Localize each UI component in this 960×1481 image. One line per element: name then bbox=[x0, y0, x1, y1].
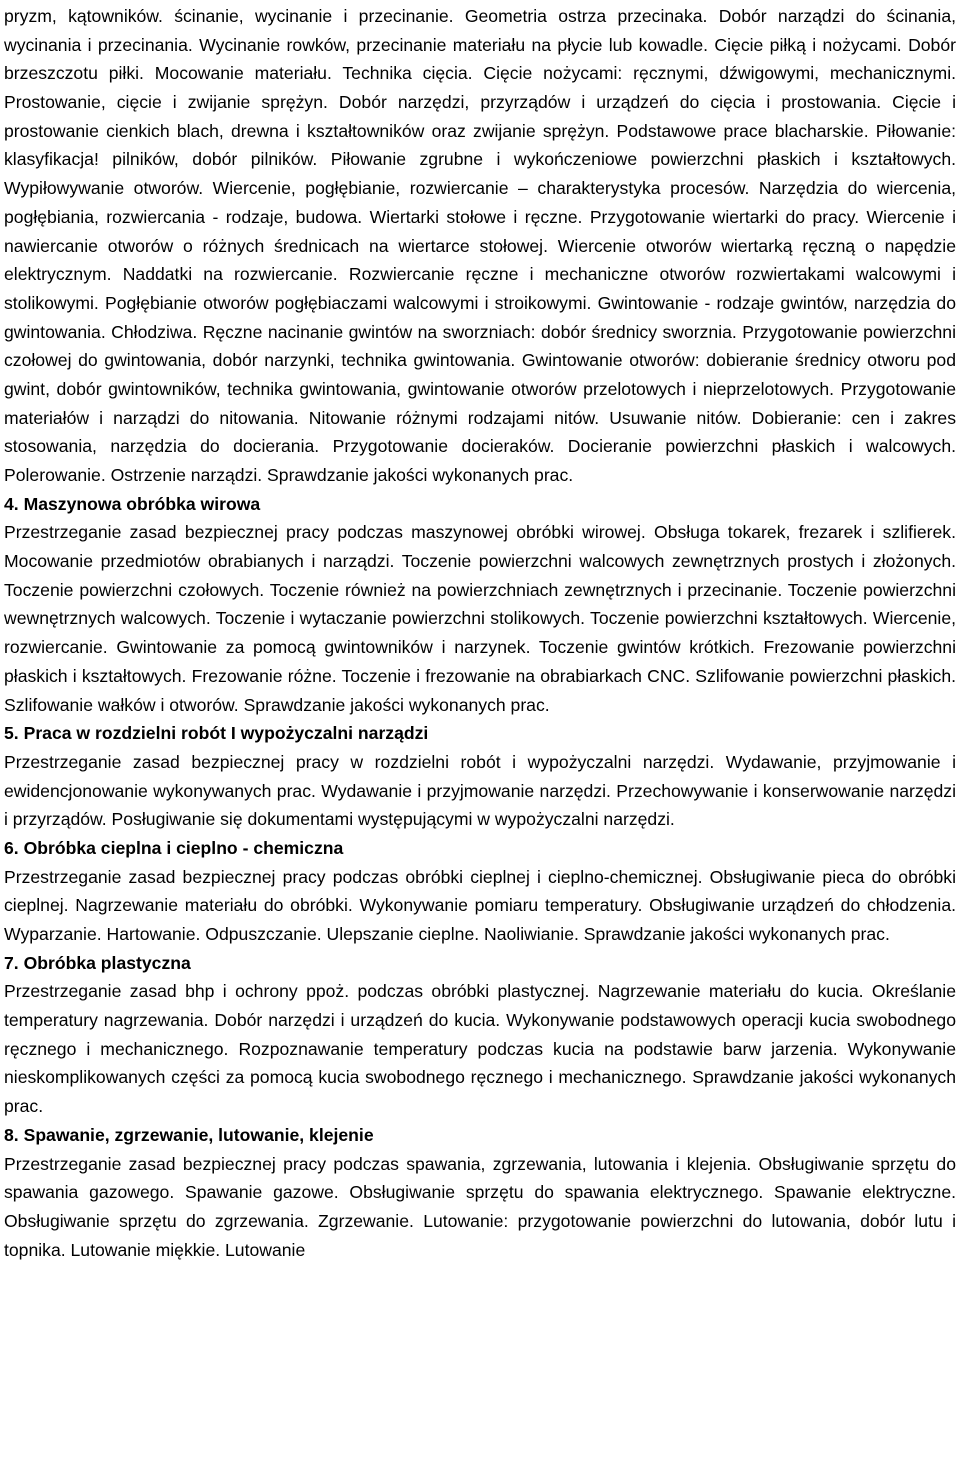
section-body-4: Przestrzeganie zasad bezpiecznej pracy podczas maszynowej obróbki wirowej. Obsługa tokarek, frezarek i szlifierek. Mocowanie przedmiotów obrabianych i narządzi. Toczenie powierzchni walcowych zewnętrznych prostych i złożonych. Toczenie powierzchni czołowych. Toczenie również na powierzchniach zewnętrznych i przecinanie. Toczenie powierzchni wewnętrznych walcowych. Toczenie i wytaczanie powierzchni stolikowych. Toczenie powierzchni kształtowych. Wiercenie, rozwiercanie. Gwintowanie za pomocą gwintowników i narzynek. Toczenie gwintów krótkich. Frezowanie powierzchni płaskich i kształtowych. Frezowanie różne. Toczenie i frezowanie na obrabiarkach CNC. Szlifowanie powierzchni płaskich. Szlifowanie wałków i otworów. Sprawdzanie jakości wykonanych prac. bbox=[4, 522, 956, 715]
section-body-7: Przestrzeganie zasad bhp i ochrony ppoż. podczas obróbki plastycznej. Nagrzewanie materiału do kucia. Określanie temperatury nagrzewania. Dobór narzędzi i urządzeń do kucia. Wykonywanie podstawowych operacji kucia swobodnego ręcznego i mechanicznego. Rozpoznawanie temperatury podczas kucia na podstawie barw jarzenia. Wykonywanie nieskomplikowanych części za pomocą kucia swobodnego ręcznego i mechanicznego. Sprawdzanie jakości wykonanych prac. bbox=[4, 981, 956, 1117]
section-heading-5 bbox=[4, 719, 956, 748]
section-number: 6. bbox=[4, 837, 19, 858]
intro-paragraph: pryzm, kątowników. ścinanie, wycinanie i przecinanie. Geometria ostrza przecinaka. Dobór narządzi do ścinania, wycinania i przecinania. Wycinanie rowków, przecinanie materiału na płycie lub kowadle. Cięcie piłką i nożycami. Dobór brzeszczotu piłki. Mocowanie materiału. Technika cięcia. Cięcie nożycami: ręcznymi, dźwigowymi, mechanicznymi. Prostowanie, cięcie i zwijanie sprężyn. Dobór narzędzi, przyrządów i urządzeń do cięcia i prostowania. Cięcie i prostowanie cienkich blach, drewna i kształtowników oraz zwijanie sprężyn. Podstawowe prace blacharskie. Piłowanie: klasyfikacja! pilników, dobór pilników. Piłowanie zgrubne i wykończeniowe powierzchni płaskich i kształtowych. Wypiłowywanie otworów. Wiercenie, pogłębianie, rozwiercanie – charakterystyka procesów. Narzędzia do wiercenia, pogłębiania, rozwiercania - rodzaje, budowa. Wiertarki stołowe i ręczne. Przygotowanie wiertarki do pracy. Wiercenie i nawiercanie otworów o różnych średnicach na wiertarce stołowej. Wiercenie otworów wiertarką ręczną o napędzie elektrycznym. Naddatki na rozwiercanie. Rozwiercanie ręczne i mechaniczne otworów rozwiertakami walcowymi i stolikowymi. Pogłębianie otworów pogłębiaczami walcowymi i stroikowymi. Gwintowanie - rodzaje gwintów, narzędzia do gwintowania. Chłodziwa. Ręczne nacinanie gwintów na sworzniach: dobór średnicy sworznia. Przygotowanie powierzchni czołowej do gwintowania, dobór narzynki, technika gwintowania. Gwintowanie otworów: dobieranie średnicy otworu pod gwint, dobór gwintowników, technika gwintowania, gwintowanie otworów przelotowych i nieprzelotowych. Przygotowanie materiałów i narządzi do nitowania. Nitowanie różnymi rodzajami nitów. Usuwanie nitów. Dobieranie: cen i zakres stosowania, narzędzia do docierania. Przygotowanie docieraków. Docieranie powierzchni płaskich i walcowych. Polerowanie. Ostrzenie narządzi. Sprawdzanie jakości wykonanych prac. bbox=[4, 6, 956, 485]
document-page bbox=[4, 2, 956, 1264]
section-title: Maszynowa obróbka wirowa bbox=[23, 493, 261, 514]
section-title: Praca w rozdzielni robót I wypożyczalni narządzi bbox=[23, 723, 429, 744]
section-body-6: Przestrzeganie zasad bezpiecznej pracy podczas obróbki cieplnej i cieplno-chemicznej. Obsługiwanie pieca do obróbki cieplnej. Nagrzewanie materiału do obróbki. Wykonywanie pomiaru temperatury. Obsługiwanie urządzeń do chłodzenia. Wyparzanie. Hartowanie. Odpuszczanie. Ulepszanie cieplne. Naoliwianie. Sprawdzanie jakości wykonanych prac. bbox=[4, 866, 956, 944]
section-body-8: Przestrzeganie zasad bezpiecznej pracy podczas spawania, zgrzewania, lutowania i klejenia. Obsługiwanie sprzętu do spawania gazowego. Spawanie gazowe. Obsługiwanie sprzętu do spawania elektrycznego. Spawanie elektryczne. Obsługiwanie sprzętu do zgrzewania. Zgrzewanie. Lutowanie: przygotowanie powierzchni do lutowania, dobór lutu i topnika. Lutowanie miękkie. Lutowanie bbox=[4, 1153, 956, 1260]
section-number: 4. bbox=[4, 493, 19, 514]
section-title: Obróbka cieplna i cieplno - chemiczna bbox=[23, 837, 344, 858]
section-number: 7. bbox=[4, 952, 19, 973]
section-heading-6 bbox=[4, 834, 956, 863]
section-body-5: Przestrzeganie zasad bezpiecznej pracy w rozdzielni robót i wypożyczalni narzędzi. Wydawanie, przyjmowanie i ewidencjonowanie wykonywanych prac. Wydawanie i przyjmowanie narzędzi. Przechowywanie i konserwowanie narzędzi i przyrządów. Posługiwanie się dokumentami występującymi w wypożyczalni narzędzi. bbox=[4, 751, 956, 830]
section-number: 5. bbox=[4, 723, 19, 744]
section-title: Obróbka plastyczna bbox=[23, 952, 191, 973]
section-heading-8 bbox=[4, 1121, 956, 1150]
section-heading-7 bbox=[4, 949, 956, 978]
section-heading-4 bbox=[4, 490, 956, 519]
section-title: Spawanie, zgrzewanie, lutowanie, klejenie bbox=[23, 1124, 374, 1145]
section-number: 8. bbox=[4, 1124, 19, 1145]
